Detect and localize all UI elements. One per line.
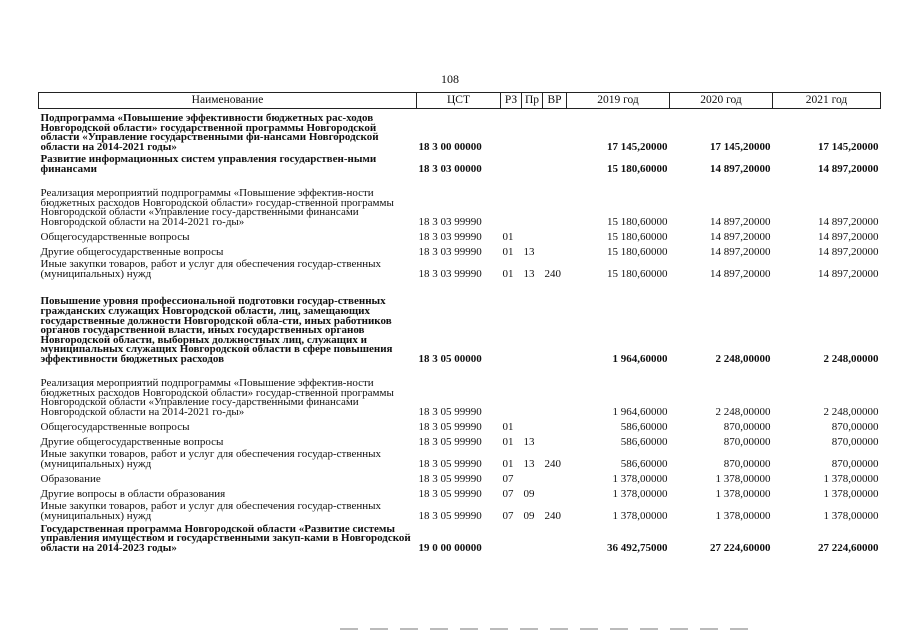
row-name: Реализация мероприятий подпрограммы «Повышение эффектив-ности бюджетных расходов Новгородской области» государ-ственной программы Новгородской области «Управление госу-дарственными финансами Новгородской области на 2014-2021 го-ды» (40, 377, 394, 418)
row-2019: 1 964,60000 (612, 352, 668, 365)
row-2020: 27 224,60000 (710, 541, 771, 554)
row-2021: 14 897,20000 (818, 230, 879, 243)
row-2021: 870,00000 (831, 420, 879, 433)
row-2020: 870,00000 (723, 420, 771, 433)
row-rz: 01 (502, 230, 514, 243)
row-cst: 18 3 05 99990 (418, 487, 482, 500)
row-name: Другие общегосударственные вопросы (40, 245, 224, 258)
table-row (39, 243, 881, 258)
header-cst: ЦСТ (417, 93, 501, 109)
header-vr: ВР (543, 93, 567, 109)
row-2019: 586,60000 (620, 435, 668, 448)
row-rz: 01 (502, 435, 514, 448)
row-vr (543, 228, 567, 243)
row-2021: 14 897,20000 (818, 215, 879, 228)
row-rz (501, 365, 522, 418)
row-name: Иные закупки товаров, работ и услуг для обеспечения государ-ственных (муниципальных) нужд (40, 258, 382, 280)
row-name: Подпрограмма «Повышение эффективности бюджетных рас-ходов Новгородской области» государственной программы Новгородской области «Управление государственными фи-нансами Новгородской области на 2014-2021 годы» (40, 112, 379, 153)
row-rz: 07 (502, 487, 514, 500)
row-2020: 870,00000 (723, 435, 771, 448)
table-row (39, 500, 881, 522)
row-2020: 2 248,00000 (715, 405, 771, 418)
row-2020: 1 378,00000 (715, 472, 771, 485)
row-name: Реализация мероприятий подпрограммы «Повышение эффектив-ности бюджетных расходов Новгородской области» государ-ственной программы Новгородской области «Управление госу-дарственными финансами Новгородской области на 2014-2021 го-ды» (40, 187, 394, 228)
row-2019: 15 180,60000 (607, 215, 668, 228)
row-rz (501, 109, 522, 153)
row-2021: 14 897,20000 (818, 162, 879, 175)
row-name: Повышение уровня профессиональной подготовки государ-ственных гражданских служащих Новгородской области, лиц, замещающих государственные должности Новгородской обла-сти, иных работников органов государственной власти, иных государственных органов Новгородской области, выборных должностных лиц, служащих и муниципальных служащих Новгородской области в сфере повышения эффективности бюджетных расходов (40, 295, 393, 365)
budget-table (38, 92, 881, 554)
row-2020: 14 897,20000 (710, 245, 771, 258)
row-name: Другие вопросы в области образования (40, 487, 226, 500)
row-2021: 14 897,20000 (818, 245, 879, 258)
row-cst: 18 3 03 99990 (418, 215, 482, 228)
table-row (39, 470, 881, 485)
row-rz (501, 153, 522, 175)
table-row (39, 433, 881, 448)
table-row (39, 418, 881, 433)
row-vr: 240 (544, 457, 561, 470)
header-pr: Пр (522, 93, 543, 109)
scan-artifact (340, 628, 760, 630)
table-row (39, 485, 881, 500)
page-number: 108 (441, 72, 459, 86)
row-2019: 15 180,60000 (607, 267, 668, 280)
row-vr: 240 (544, 509, 561, 522)
row-rz: 01 (502, 420, 514, 433)
header-2019: 2019 год (567, 93, 670, 109)
row-vr (543, 175, 567, 228)
row-name: Другие общегосударственные вопросы (40, 435, 224, 448)
row-pr (522, 175, 543, 228)
row-cst: 18 3 03 00000 (418, 162, 482, 175)
row-pr (522, 365, 543, 418)
row-name: Государственная программа Новгородской области «Развитие системы управления имуществом и государственными закуп-ками в Новгородской области на 2014-2023 годы» (40, 522, 411, 554)
row-cst: 18 3 05 99990 (418, 457, 482, 470)
row-vr (543, 109, 567, 153)
table-row (39, 153, 881, 175)
header-name: Наименование (39, 93, 417, 109)
row-cst: 18 3 03 99990 (418, 267, 482, 280)
row-vr (543, 153, 567, 175)
row-name: Иные закупки товаров, работ и услуг для обеспечения государ-ственных (муниципальных) нужд (40, 500, 382, 522)
row-2019: 15 180,60000 (607, 230, 668, 243)
row-2019: 586,60000 (620, 457, 668, 470)
row-pr (522, 522, 543, 554)
row-2019: 1 378,00000 (612, 487, 668, 500)
row-name: Развитие информационных систем управления государствен-ными финансами (40, 153, 377, 175)
row-2019: 15 180,60000 (607, 245, 668, 258)
row-pr (522, 470, 543, 485)
row-vr (543, 418, 567, 433)
table-header-row (39, 93, 881, 109)
header-rz: РЗ (501, 93, 522, 109)
row-cst: 18 3 00 00000 (418, 140, 482, 153)
row-cst: 18 3 05 99990 (418, 405, 482, 418)
row-2020: 1 378,00000 (715, 487, 771, 500)
table-row (39, 522, 881, 554)
row-rz: 07 (502, 509, 514, 522)
row-2020: 14 897,20000 (710, 162, 771, 175)
row-2021: 14 897,20000 (818, 267, 879, 280)
row-cst: 18 3 05 99990 (418, 420, 482, 433)
row-2021: 17 145,20000 (818, 140, 879, 153)
header-2021: 2021 год (773, 93, 881, 109)
row-name: Иные закупки товаров, работ и услуг для обеспечения государ-ственных (муниципальных) нужд (40, 448, 382, 470)
row-2020: 870,00000 (723, 457, 771, 470)
header-2020: 2020 год (670, 93, 773, 109)
row-vr (543, 433, 567, 448)
row-pr (522, 418, 543, 433)
row-rz (501, 280, 522, 365)
table-row (39, 365, 881, 418)
row-2021: 2 248,00000 (823, 405, 879, 418)
row-vr (543, 365, 567, 418)
row-rz (501, 522, 522, 554)
table-row (39, 175, 881, 228)
row-2021: 1 378,00000 (823, 487, 879, 500)
row-pr (522, 109, 543, 153)
row-cst: 18 3 03 99990 (418, 245, 482, 258)
row-vr: 240 (544, 267, 561, 280)
row-pr (522, 228, 543, 243)
row-2019: 1 378,00000 (612, 509, 668, 522)
row-2021: 27 224,60000 (818, 541, 879, 554)
row-rz: 01 (502, 267, 514, 280)
table-row (39, 228, 881, 243)
row-2019: 17 145,20000 (607, 140, 668, 153)
table-body (39, 109, 881, 554)
row-name: Общегосударственные вопросы (40, 420, 190, 433)
row-vr (543, 470, 567, 485)
row-2020: 2 248,00000 (715, 352, 771, 365)
row-2019: 15 180,60000 (607, 162, 668, 175)
row-2019: 1 964,60000 (612, 405, 668, 418)
row-cst: 18 3 05 99990 (418, 509, 482, 522)
row-pr: 13 (523, 457, 535, 470)
row-cst: 19 0 00 00000 (418, 541, 482, 554)
row-vr (543, 485, 567, 500)
row-2020: 14 897,20000 (710, 230, 771, 243)
row-pr (522, 280, 543, 365)
row-pr (522, 153, 543, 175)
row-pr: 13 (523, 245, 535, 258)
table-row (39, 448, 881, 470)
row-pr: 13 (523, 267, 535, 280)
row-2021: 870,00000 (831, 457, 879, 470)
row-2019: 586,60000 (620, 420, 668, 433)
row-vr (543, 243, 567, 258)
row-2020: 1 378,00000 (715, 509, 771, 522)
row-cst: 18 3 05 99990 (418, 435, 482, 448)
table-row (39, 258, 881, 280)
row-2020: 17 145,20000 (710, 140, 771, 153)
row-2020: 14 897,20000 (710, 267, 771, 280)
row-rz: 01 (502, 245, 514, 258)
row-2021: 1 378,00000 (823, 509, 879, 522)
row-rz: 07 (502, 472, 514, 485)
row-2021: 2 248,00000 (823, 352, 879, 365)
row-cst: 18 3 05 99990 (418, 472, 482, 485)
row-2019: 36 492,75000 (607, 541, 668, 554)
row-pr: 09 (523, 509, 535, 522)
row-pr: 09 (523, 487, 535, 500)
table-row (39, 280, 881, 365)
row-pr: 13 (523, 435, 535, 448)
row-name: Образование (40, 472, 101, 485)
row-2021: 870,00000 (831, 435, 879, 448)
row-2020: 14 897,20000 (710, 215, 771, 228)
row-cst: 18 3 05 00000 (418, 352, 482, 365)
table-row (39, 109, 881, 153)
row-rz: 01 (502, 457, 514, 470)
row-rz (501, 175, 522, 228)
row-2021: 1 378,00000 (823, 472, 879, 485)
row-2019: 1 378,00000 (612, 472, 668, 485)
row-vr (543, 522, 567, 554)
row-name: Общегосударственные вопросы (40, 230, 190, 243)
row-vr (543, 280, 567, 365)
row-cst: 18 3 03 99990 (418, 230, 482, 243)
